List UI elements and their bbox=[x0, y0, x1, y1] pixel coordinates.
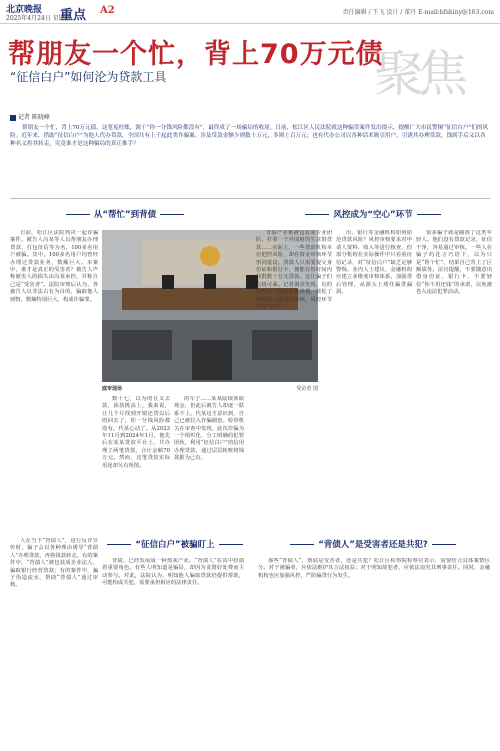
section-name: 重点 bbox=[60, 8, 87, 23]
article-column-6 bbox=[416, 230, 492, 530]
section-heading-3-text: “征信白户”被骗盯上 bbox=[135, 540, 215, 550]
section-heading-3 bbox=[100, 538, 250, 552]
newspaper-logo: 北京晚报 bbox=[6, 5, 43, 15]
column-5-text: 出，银行等金融机构如何防范贷款风险？风控审核要求对申请人资料、收入等进行核查，但部分机构在实际操作中只看重征信记录，对“征信白户”缺乏足够警惕。业内人士建议，金融机构应建立多维度审核体系，加强贷后管理，从源头上堵住骗贷漏洞。 bbox=[336, 230, 412, 296]
editor-credits: 责任编辑 / 王飞 设计 / 董丹 E-mail:bfshiny@163.com bbox=[342, 9, 494, 16]
masthead-bar bbox=[0, 0, 500, 24]
column-9-text: 那些“背债人”，到底是受害者，还是共犯？松江区检察院检察官表示，需要结合具体案情区分。对于被骗者，应依法维护其合法权益；对于明知故犯者，应依法追究其刑事责任。同时，金融机构也应加强风控，严防骗贷行为发生。 bbox=[258, 558, 490, 579]
column-4-text: 背债产业链被包装成专业团队，打着一个外国财的生意借贷款……实际上，一些贷款机构本应把控风险，却在资金审核环节形同虚设。贷款人只需要提交身份证和银行卡，便能在短时间内获批数十万元贷款。这让骗子们有机可乘。记者调查发现，有的平台为了追求放款规模，放松了对借款人资质的审核，风控环节沦为“空心”。 bbox=[256, 230, 332, 311]
column-1-text: 日前，松江区法院判决一起诈骗案件。被告人冯某等人以帮朋友办理贷款、打包征信等为名，100多名用户被骗。其中，100多名用户均曾经办理过贷款业务，数额巨大。本案中，谁才是真正的受害者？被告人声称被害人的损失由冯某承担，并称自己是“受害者”。法院审理后认为，各被告人以非法占有为目的，骗取他人财物，数额特别巨大，构成诈骗罪。 bbox=[10, 230, 98, 303]
photo-caption-left: 庭审现场 bbox=[102, 386, 123, 392]
divider bbox=[10, 198, 490, 199]
section-heading-1-text: 从“帮忙”到背债 bbox=[93, 210, 157, 220]
headline: 帮朋友一个忙，背上70万元债 bbox=[8, 39, 384, 70]
column-2-text: 数十七，以为的在义去款，获款挑高上。我来说，让几个月找到开销还贷以后的回去了，你一分钱风险都没有。代某心动了。从2023年11月到2024年1月，他先后在某某贷款平台上，共办理了两笔贷款，合计金额70万元。然而，这笔贷款实际用途却另有所图。 bbox=[102, 396, 170, 469]
section-heading-1 bbox=[10, 208, 240, 222]
byline bbox=[10, 112, 50, 121]
article-column-5 bbox=[336, 230, 412, 530]
page-code: A2 bbox=[100, 5, 115, 16]
article-column-7 bbox=[10, 538, 98, 744]
byline-text: 记者 陈晓峰 bbox=[18, 114, 50, 121]
watermark-seal: 聚焦 bbox=[374, 45, 462, 103]
issue-date: 2025年4月24日 星期四 bbox=[6, 15, 71, 22]
column-3-text: 的车子……某某陆续领取现金，但此后被告人却逐一联系不上。代某这才意识到，自己已被拉入诈骗圈套。检察机关在审查中发现，此次诈骗为一个组织化、分工明确的犯罪团伙，利用“征信白户”的信用办理贷款，通过层层转账将钱款据为己有。 bbox=[174, 396, 244, 462]
column-6-text: 很多骗子就是瞄准了这类年轻人。他们没有贷款记录，征信干净，容易通过审核。一些人在骗子的花言巧语下，以为只是“帮个忙”，结果自己背上了巨额债务。法官提醒，不要随意出借身份证、银行卡，不要轻信“你不用还钱”的承诺，以免被卷入违法犯罪活动。 bbox=[416, 230, 492, 296]
photo-caption-right: 受访者 图 bbox=[296, 386, 318, 392]
section-heading-2 bbox=[258, 208, 488, 222]
article-column-1 bbox=[10, 230, 98, 530]
byline-marker-icon bbox=[10, 115, 16, 121]
article-column-3 bbox=[174, 396, 244, 532]
section-heading-4-text: “背债人”是受害者还是共犯? bbox=[318, 540, 428, 550]
lead-paragraph: 帮朋友一个忙，背上70万元债。这笔冤枉账，源于“你一分钱风险都没有”，最终成了一场骗局的收尾。日前，松江区人民法院就这种骗贷案件发出提示，提醒广大市民警惕“征信白户”们的风险。近年来，借助“征信白户”为他人代办贷款，全国共有上千起此类诈骗案。涉及贷款金额少则数十万元，多则上百万元；也有代办公司以各种话术吸引用户，引诱其办理贷款，钱到手后又以各种名义将其转走。究竟谁才是这种骗局的真正推手？ bbox=[10, 125, 489, 148]
column-7-text: 人在当下“背债人”，进行反诈宣传时，骗子会以各种理由诱导“背债人”办理贷款，再将钱款转走。有的案件中，“背债人”被包装成企业法人，骗取银行经营贷款；有的案件中，骗子伪造流水，帮助“背债人”通过审核。 bbox=[10, 538, 98, 589]
subheadline: “征信白户”如何沦为贷款工具 bbox=[10, 70, 167, 84]
article-column-9 bbox=[258, 558, 490, 744]
column-8-text: 背债，已经发展成一种黑灰产业。“背债人”在其中扮演着重要角色。有些人明知道是骗局，却因为贪图好处费而主动参与。对此，法院认为，明知他人骗取贷款仍提供帮助，可能构成共犯，需要承担相应的法律责任。 bbox=[102, 558, 244, 587]
article-column-2 bbox=[102, 396, 170, 532]
article-column-4 bbox=[256, 230, 332, 530]
section-heading-2-text: 风控成为“空心”环节 bbox=[333, 210, 413, 220]
article-column-8 bbox=[102, 558, 244, 744]
section-heading-4 bbox=[258, 538, 488, 552]
